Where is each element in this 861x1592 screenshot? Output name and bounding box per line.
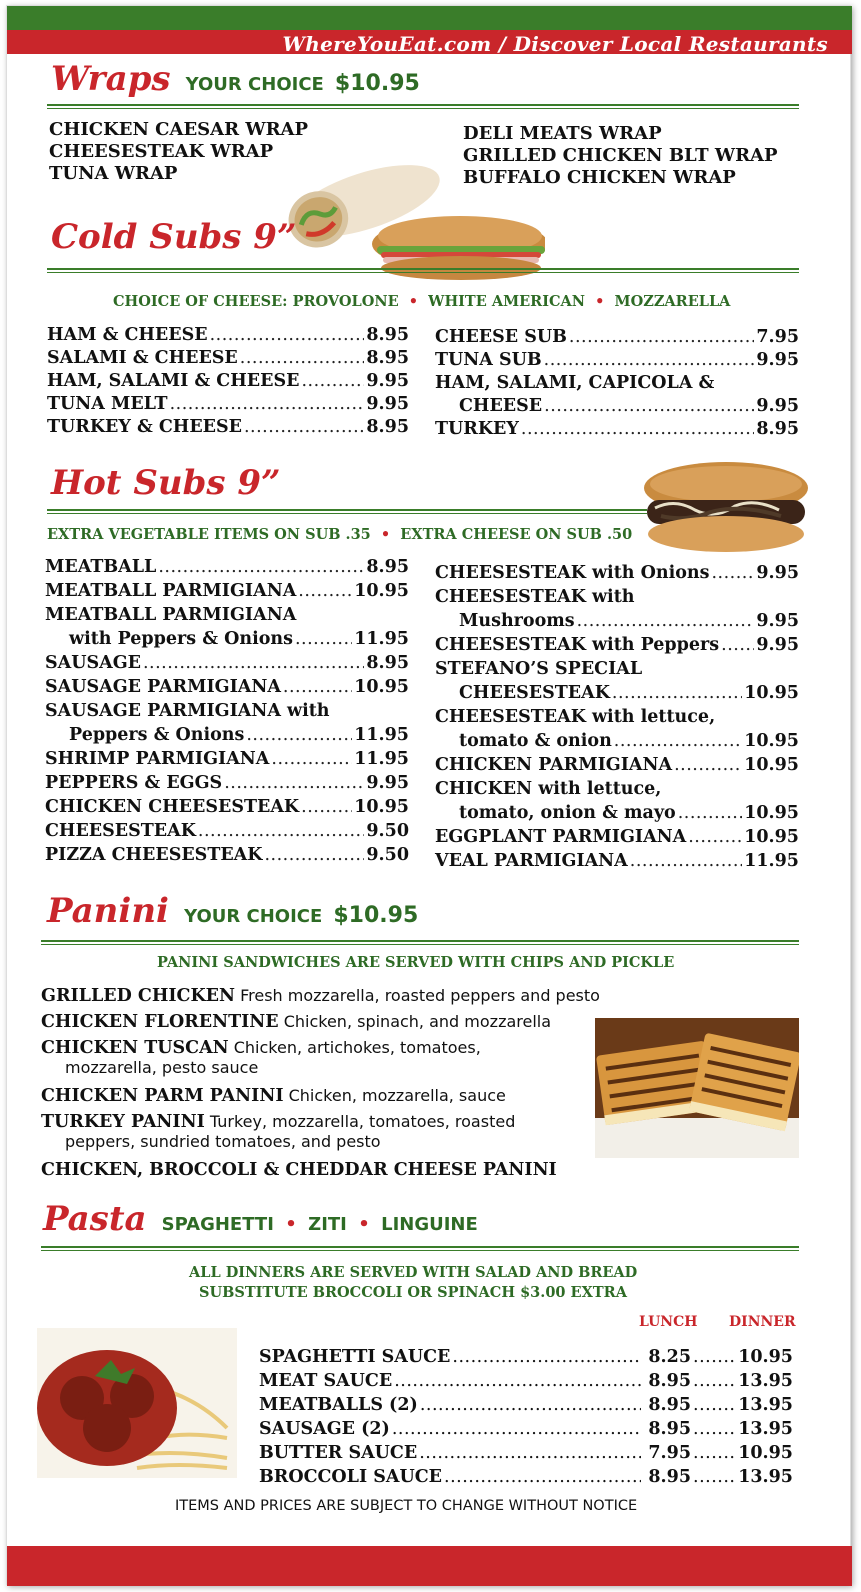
cheese-choice-note: CHOICE OF CHEESE: PROVOLONE • WHITE AMERICAN • MOZZARELLA <box>113 293 731 310</box>
pasta-item: BROCCOLI SAUCE ..... 8.95 ..... 13.95 <box>259 1466 793 1488</box>
wraps-list-left <box>49 119 308 185</box>
cold-subs-rule <box>47 268 799 273</box>
cheese-option: MOZZARELLA <box>614 293 731 310</box>
pasta-type: SPAGHETTI <box>161 1214 274 1235</box>
menu-item: CHICKEN CHEESESTEAK ..... 10.95 <box>45 796 409 818</box>
wrap-item: DELI MEATS WRAP <box>463 123 662 144</box>
menu-item: HAM, SALAMI & CHEESE ..... 9.95 <box>47 370 409 392</box>
menu-item: PIZZA CHEESESTEAK ..... 9.50 <box>45 844 409 866</box>
pasta-item: SPAGHETTI SAUCE ..... 8.25 ..... 10.95 <box>259 1346 793 1368</box>
dinner-column-header: DINNER <box>729 1314 796 1330</box>
menu-item: with Peppers & Onions ..... 11.95 <box>69 628 409 650</box>
panini-header <box>47 891 419 931</box>
menu-item: TUNA MELT ..... 9.95 <box>47 393 409 415</box>
menu-item: CHEESESTEAK with Peppers ..... 9.95 <box>435 634 799 656</box>
hot-subs-note: EXTRA VEGETABLE ITEMS ON SUB .35 • EXTRA CHEESE ON SUB .50 <box>47 526 633 543</box>
panini-item: CHICKEN, BROCCOLI & CHEDDAR CHEESE PANINI <box>41 1160 557 1180</box>
watermark: WhereYouEat.com / Discover Local Restaurants <box>282 32 828 56</box>
menu-item-name: CHEESESTEAK with <box>435 587 635 607</box>
cheesesteak-photo <box>641 458 811 558</box>
menu-item: PEPPERS & EGGS ..... 9.95 <box>45 772 409 794</box>
lunch-column-header: LUNCH <box>639 1314 698 1330</box>
menu-item-name: CHEESESTEAK with lettuce, <box>435 707 716 727</box>
menu-item: Peppers & Onions ..... 11.95 <box>69 724 409 746</box>
menu-item: tomato & onion ..... 10.95 <box>459 730 799 752</box>
pasta-title: Pasta <box>43 1199 147 1239</box>
panini-photo <box>595 1018 799 1158</box>
panini-price: $10.95 <box>333 903 419 928</box>
menu-item: HAM & CHEESE ..... 8.95 <box>47 324 409 346</box>
menu-item: CHICKEN PARMIGIANA ..... 10.95 <box>435 754 799 776</box>
panini-choice: YOUR CHOICE <box>184 906 323 927</box>
menu-item: VEAL PARMIGIANA ..... 11.95 <box>435 850 799 872</box>
pasta-header: Pasta SPAGHETTI • ZITI • LINGUINE <box>43 1199 478 1239</box>
panini-item-desc: peppers, sundried tomatoes, and pesto <box>65 1132 381 1151</box>
pasta-item: MEAT SAUCE ..... 8.95 ..... 13.95 <box>259 1370 793 1392</box>
pasta-note-2: SUBSTITUTE BROCCOLI OR SPINACH $3.00 EXTRA <box>199 1284 627 1301</box>
menu-item: TUNA SUB ..... 9.95 <box>435 349 799 371</box>
menu-item: CHEESESTEAK with Onions ..... 9.95 <box>435 562 799 584</box>
menu-item-name: STEFANO’S SPECIAL <box>435 659 643 679</box>
extra-cheese-note: EXTRA CHEESE ON SUB .50 <box>400 526 633 543</box>
panini-item: CHICKEN TUSCAN Chicken, artichokes, tomatoes, <box>41 1038 481 1058</box>
pasta-item: SAUSAGE (2) ..... 8.95 ..... 13.95 <box>259 1418 793 1440</box>
top-green-band <box>7 6 852 30</box>
menu-item-name: SAUSAGE PARMIGIANA with <box>45 701 330 721</box>
menu-item: TURKEY & CHEESE ..... 8.95 <box>47 416 409 438</box>
bottom-red-band <box>7 1546 852 1586</box>
wrap-item: CHEESESTEAK WRAP <box>49 141 274 162</box>
menu-item: SAUSAGE PARMIGIANA ..... 10.95 <box>45 676 409 698</box>
menu-item: SHRIMP PARMIGIANA ..... 11.95 <box>45 748 409 770</box>
panini-item-desc: mozzarella, pesto sauce <box>65 1058 259 1077</box>
menu-item-name: HAM, SALAMI, CAPICOLA & <box>435 373 715 393</box>
extra-vegetable-note: EXTRA VEGETABLE ITEMS ON SUB .35 <box>47 526 371 543</box>
panini-title: Panini <box>47 891 169 931</box>
hot-subs-rule <box>47 509 647 514</box>
wraps-title: Wraps <box>51 59 171 99</box>
pasta-item: BUTTER SAUCE ..... 7.95 ..... 10.95 <box>259 1442 793 1464</box>
pasta-rule <box>41 1246 799 1251</box>
hot-subs-header <box>51 463 281 503</box>
wraps-rule <box>47 104 799 109</box>
panini-item: CHICKEN PARM PANINI Chicken, mozzarella, sauce <box>41 1086 506 1106</box>
cold-subs-header <box>51 217 297 257</box>
menu-item: Mushrooms ..... 9.95 <box>459 610 799 632</box>
menu-item: TURKEY ..... 8.95 <box>435 418 799 440</box>
pasta-type: LINGUINE <box>381 1214 478 1235</box>
panini-item: TURKEY PANINI Turkey, mozzarella, tomatoes, roasted <box>41 1112 516 1132</box>
menu-item: MEATBALL PARMIGIANA ..... 10.95 <box>45 580 409 602</box>
wraps-choice: YOUR CHOICE <box>185 74 324 95</box>
menu-item: SAUSAGE ..... 8.95 <box>45 652 409 674</box>
wrap-item: TUNA WRAP <box>49 163 178 184</box>
pasta-note-1: ALL DINNERS ARE SERVED WITH SALAD AND BREAD <box>189 1264 638 1281</box>
menu-item: SALAMI & CHEESE ..... 8.95 <box>47 347 409 369</box>
menu-item: CHEESESTEAK ..... 10.95 <box>459 682 799 704</box>
menu-item: CHEESE SUB ..... 7.95 <box>435 326 799 348</box>
cold-subs-title: Cold Subs 9” <box>51 217 297 257</box>
pasta-type: ZITI <box>308 1214 347 1235</box>
wraps-header <box>51 59 420 99</box>
wrap-item: GRILLED CHICKEN BLT WRAP <box>463 145 778 166</box>
menu-item: CHEESESTEAK ..... 9.50 <box>45 820 409 842</box>
menu-item: CHEESE ..... 9.95 <box>459 395 799 417</box>
panini-item: CHICKEN FLORENTINE Chicken, spinach, and mozzarella <box>41 1012 552 1032</box>
cheese-choice-label: CHOICE OF CHEESE: <box>113 293 288 310</box>
panini-item: GRILLED CHICKEN Fresh mozzarella, roasted peppers and pesto <box>41 986 600 1006</box>
wrap-item: BUFFALO CHICKEN WRAP <box>463 167 736 188</box>
cheese-option: WHITE AMERICAN <box>428 293 586 310</box>
wrap-and-sub-photo <box>285 146 545 286</box>
disclaimer: ITEMS AND PRICES ARE SUBJECT TO CHANGE WITHOUT NOTICE <box>175 1498 638 1514</box>
menu-item: tomato, onion & mayo ..... 10.95 <box>459 802 799 824</box>
wrap-item: CHICKEN CAESAR WRAP <box>49 119 309 140</box>
menu-item: EGGPLANT PARMIGIANA ..... 10.95 <box>435 826 799 848</box>
menu-page <box>6 5 851 1585</box>
menu-item-name: MEATBALL PARMIGIANA <box>45 605 297 625</box>
cheese-option: PROVOLONE <box>292 293 399 310</box>
pasta-item: MEATBALLS (2) ..... 8.95 ..... 13.95 <box>259 1394 793 1416</box>
menu-item-name: CHICKEN with lettuce, <box>435 779 662 799</box>
menu-item: MEATBALL ..... 8.95 <box>45 556 409 578</box>
hot-subs-title: Hot Subs 9” <box>51 463 281 503</box>
spaghetti-photo <box>37 1328 237 1478</box>
panini-rule <box>41 940 799 945</box>
wraps-price: $10.95 <box>334 71 420 96</box>
panini-note: PANINI SANDWICHES ARE SERVED WITH CHIPS AND PICKLE <box>157 954 675 971</box>
